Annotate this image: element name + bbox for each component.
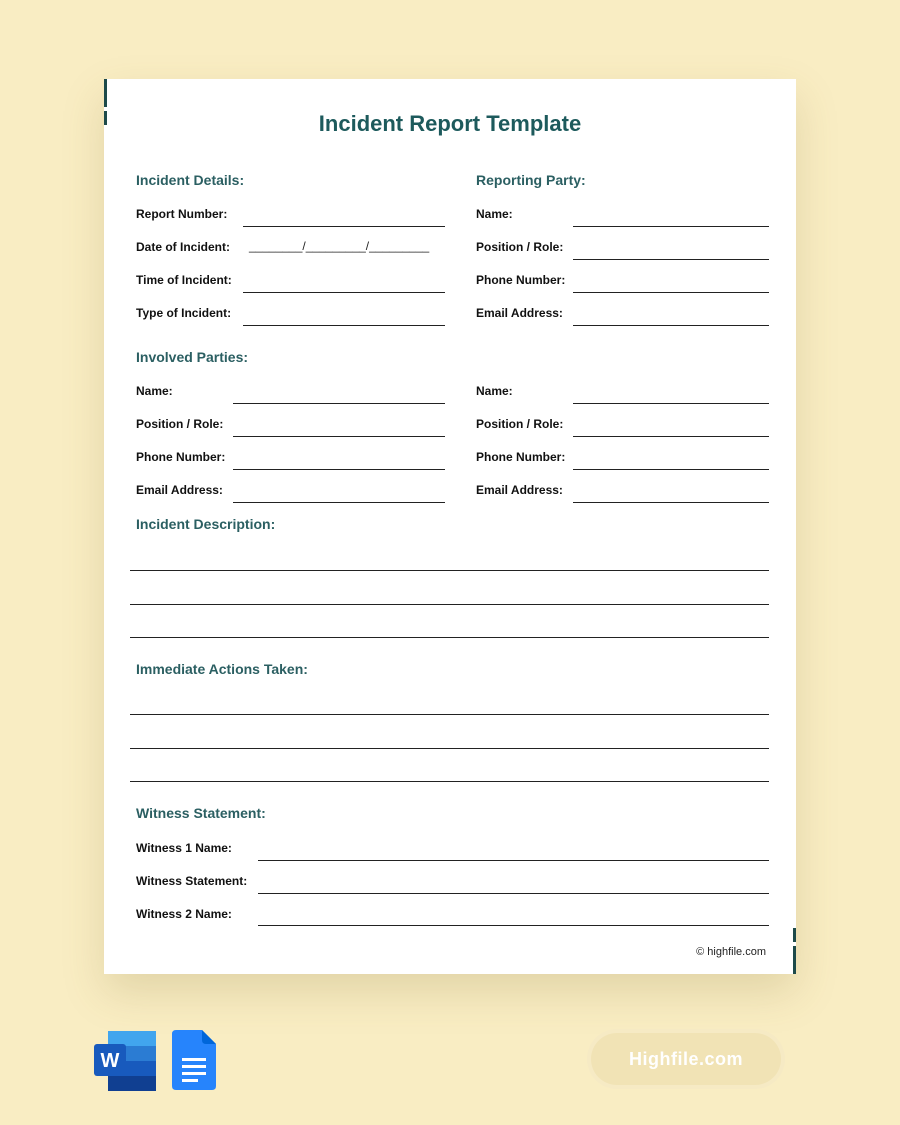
document-page (104, 79, 796, 974)
incident-details-heading: Incident Details: (136, 172, 245, 188)
type-of-incident-field[interactable] (243, 325, 445, 326)
witness-2-name-field[interactable] (258, 925, 769, 926)
incident-description-line-3[interactable] (130, 637, 769, 638)
corner-mark-bottom-right (793, 946, 796, 974)
page-title: Incident Report Template (318, 111, 582, 136)
time-of-incident-label: Time of Incident: (136, 273, 232, 287)
witness-2-name-label: Witness 2 Name: (136, 907, 232, 921)
date-of-incident-field[interactable]: ________/_________/_________ (249, 239, 430, 253)
immediate-actions-line-3[interactable] (130, 781, 769, 782)
reporting-name-label: Name: (476, 207, 513, 221)
involved-right-name-label: Name: (476, 384, 513, 398)
time-of-incident-field[interactable] (243, 292, 445, 293)
involved-left-name-field[interactable] (233, 403, 445, 404)
reporting-position-label: Position / Role: (476, 240, 564, 254)
corner-mark-top-left (104, 79, 107, 107)
immediate-actions-line-1[interactable] (130, 714, 769, 715)
involved-right-name-field[interactable] (573, 403, 769, 404)
witness-statement-heading: Witness Statement: (136, 805, 266, 821)
copyright-text: © highfile.com (696, 946, 766, 958)
witness-1-name-field[interactable] (258, 860, 769, 861)
witness-statement-label: Witness Statement: (136, 874, 248, 888)
witness-statement-field[interactable] (258, 893, 769, 894)
reporting-party-heading: Reporting Party: (476, 172, 586, 188)
reporting-email-label: Email Address: (476, 306, 563, 320)
type-of-incident-label: Type of Incident: (136, 306, 232, 320)
immediate-actions-line-2[interactable] (130, 748, 769, 749)
brand-text: Highfile.com (628, 1048, 743, 1069)
involved-left-position-label: Position / Role: (136, 417, 224, 431)
word-icon (94, 1031, 158, 1091)
involved-left-phone-label: Phone Number: (136, 450, 226, 464)
reporting-phone-label: Phone Number: (476, 273, 566, 287)
reporting-name-field[interactable] (573, 226, 769, 227)
report-number-field[interactable] (243, 226, 445, 227)
involved-right-email-label: Email Address: (476, 483, 563, 497)
report-number-label: Report Number: (136, 207, 228, 221)
incident-description-line-2[interactable] (130, 604, 769, 605)
reporting-email-field[interactable] (573, 325, 769, 326)
involved-left-name-label: Name: (136, 384, 173, 398)
witness-1-name-label: Witness 1 Name: (136, 841, 232, 855)
involved-right-position-label: Position / Role: (476, 417, 564, 431)
reporting-position-field[interactable] (573, 259, 769, 260)
google-docs-icon (172, 1030, 216, 1090)
immediate-actions-heading: Immediate Actions Taken: (136, 661, 308, 677)
involved-left-email-field[interactable] (233, 502, 445, 503)
brand-badge[interactable] (591, 1033, 781, 1085)
involved-left-phone-field[interactable] (233, 469, 445, 470)
involved-right-position-field[interactable] (573, 436, 769, 437)
involved-right-phone-field[interactable] (573, 469, 769, 470)
involved-right-phone-label: Phone Number: (476, 450, 566, 464)
involved-left-position-field[interactable] (233, 436, 445, 437)
reporting-phone-field[interactable] (573, 292, 769, 293)
incident-description-heading: Incident Description: (136, 516, 276, 532)
involved-right-email-field[interactable] (573, 502, 769, 503)
date-of-incident-label: Date of Incident: (136, 240, 231, 254)
svg-text:W: W (100, 1050, 120, 1072)
involved-left-email-label: Email Address: (136, 483, 223, 497)
involved-parties-heading: Involved Parties: (136, 349, 249, 365)
corner-mark-bottom-right-dash (793, 928, 796, 942)
incident-description-line-1[interactable] (130, 570, 769, 571)
